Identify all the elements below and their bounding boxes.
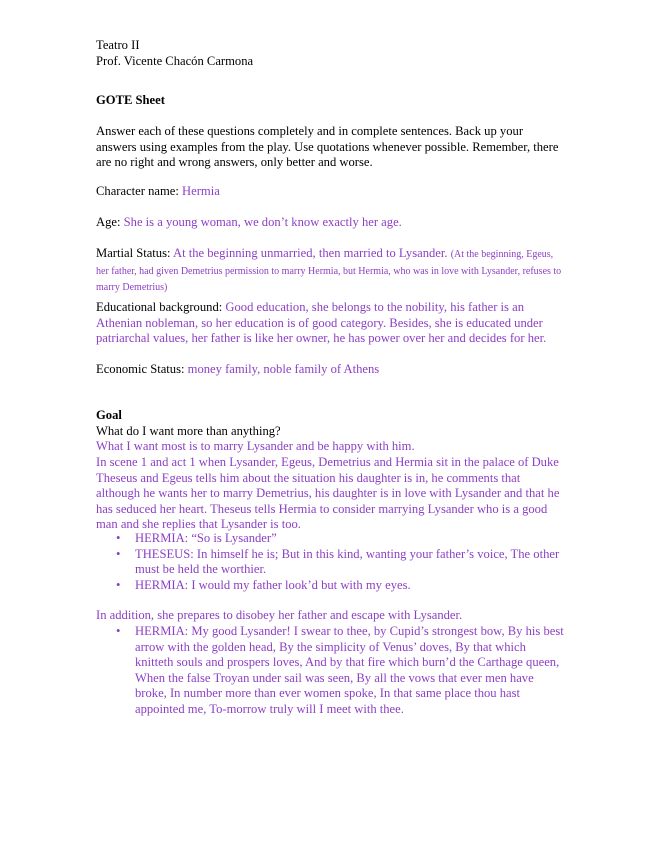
age-value: She is a young woman, we don’t know exactly her age.: [123, 215, 402, 229]
bullet-icon: •: [116, 546, 121, 561]
character-name-field: [96, 184, 566, 200]
quote-text: HERMIA: My good Lysander! I swear to thee, by Cupid’s strongest bow, By his best arrow with the golden head, By the simplicity of Venus’ doves, By that which knitteth souls and prospers loves, And by that fire which burn’d the Carthage queen, When the false Troyan under sail was seen, By all the vows that ever men have broke, In number more than ever women spoke, In that same place thou hast appointed me, To-morrow truly will I meet with thee.: [135, 624, 564, 716]
education-field: [96, 300, 566, 347]
list-item: [96, 547, 566, 578]
goal-answer: What I want most is to marry Lysander and be happy with him.: [96, 439, 415, 453]
age-label: Age:: [96, 215, 121, 229]
marital-status-label: Martial Status:: [96, 246, 171, 260]
goal-paragraph: In scene 1 and act 1 when Lysander, Egeus, Demetrius and Hermia sit in the palace of Duke Theseus and Egeus tells him about the situation his daughter is in, he comments that although he wants her to marry Demetrius, his daughter is in love with Lysander and that he has seduced her heart. Theseus tells Hermia to consider marrying Lysander who is a good man and she replies that Lysander is too.: [96, 455, 560, 532]
header-professor: Prof. Vicente Chacón Carmona: [96, 54, 254, 68]
quote-text: THESEUS: In himself he is; But in this kind, wanting your father’s voice, The other must be held the worthier.: [135, 546, 560, 577]
education-value: Good education, she belongs to the nobility, his father is an Athenian nobleman, so her education is of good category. Besides, she is educated under patriarchal values, her father is like her owner, he has power over her and decides for her.: [96, 300, 547, 346]
instructions-paragraph: Answer each of these questions completely and in complete sentences. Back up your answers using examples from the play. Use quotations whenever possible. Remember, there are no right and wrong answers, only better and worse.: [96, 124, 559, 170]
goal-heading: Goal: [96, 408, 122, 422]
list-item: [96, 578, 566, 594]
goal-quotes-list: [96, 531, 566, 593]
education-label: Educational background:: [96, 300, 223, 314]
character-name-value: Hermia: [182, 184, 220, 198]
economic-status-value: money family, noble family of Athens: [187, 362, 380, 376]
page-title: GOTE Sheet: [96, 93, 165, 107]
character-name-label: Character name:: [96, 184, 179, 198]
goal-paragraph-2: In addition, she prepares to disobey her father and escape with Lysander.: [96, 608, 463, 622]
age-field: [96, 215, 566, 231]
goal-question: What do I want more than anything?: [96, 424, 281, 438]
header-course: Teatro II: [96, 38, 140, 52]
list-item: [96, 624, 566, 718]
economic-status-label: Economic Status:: [96, 362, 185, 376]
economic-status-field: [96, 362, 566, 378]
bullet-icon: •: [116, 624, 121, 638]
marital-status-value: At the beginning unmarried, then married to Lysander.: [172, 246, 448, 260]
list-item: [96, 531, 566, 547]
quote-text: HERMIA: I would my father look’d but with my eyes.: [135, 577, 411, 592]
bullet-icon: •: [116, 531, 121, 545]
marital-status-note: (At the beginning, Egeus, her father, had given Demetrius permission to marry Hermia, but Hermia, who was in love with Lysander, refuses to marry Demetrius): [96, 249, 562, 294]
quote-text: HERMIA: “So is Lysander”: [135, 531, 277, 545]
bullet-icon: •: [116, 577, 121, 592]
goal-quotes-list-2: [96, 624, 566, 718]
marital-status-field: [96, 246, 566, 296]
